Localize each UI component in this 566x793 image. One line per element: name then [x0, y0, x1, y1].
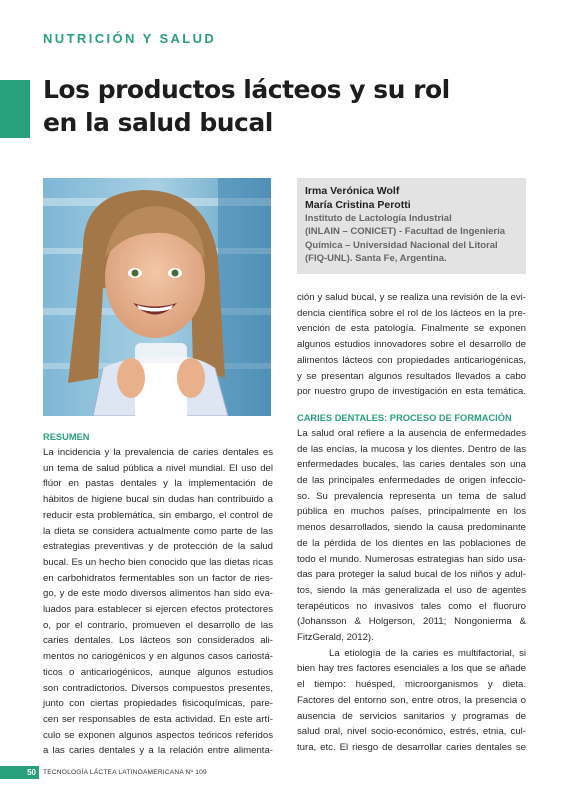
text-line: flúor en pastas dentales y la implementación de: [43, 478, 273, 490]
text-line: y se presentan algunos resultados llevados a cabo: [297, 370, 526, 382]
text-line: terapéuticos no invasivos tales como el fluoruro: [297, 600, 526, 612]
text-line: salud oral, nivel socio-económico, estrés, etnia, cul-: [297, 726, 526, 738]
text-line: cen ser responsables de esta actividad. En este artí-: [43, 713, 273, 725]
right-column: [297, 290, 526, 756]
text-line: mentos no cariogénicos y en algunos casos cariostá-: [43, 651, 273, 663]
text-line: por nuestro grupo de investigación en esta temática.: [297, 386, 526, 398]
text-line: estrategias preventivas y de protección de la salud: [43, 541, 273, 553]
text-line: hábitos de higiene bucal sin dudas han contribuido a: [43, 494, 273, 506]
text-line: enfermedades bucales, las caries dentales son una: [297, 459, 526, 471]
text-line: go, y de este modo diversos alimentos han sido eva-: [43, 588, 273, 600]
text-line: a las caries dentales y a la relación entre alimenta-: [43, 745, 273, 757]
text-line: luados para establecer si ejercen efectos protectores: [43, 604, 273, 616]
title-line: Los productos lácteos y su rol: [43, 75, 450, 104]
text-line: FitzGerald, 2012).: [297, 632, 374, 644]
page-number: 50: [0, 766, 39, 779]
text-line: (Johansson & Holgerson, 2011; Nongonierma &: [297, 616, 526, 628]
author-name: María Cristina Perotti: [305, 199, 411, 211]
affiliation-line: Instituto de Lactología Industrial: [305, 213, 452, 224]
text-line: caries dentales. Los lácteos son considerados ali-: [43, 635, 273, 647]
text-line: ción y salud bucal, y se realiza una revisión de la evi-: [297, 292, 526, 303]
article-title: [43, 73, 503, 139]
affiliation-line: (FIQ-UNL). Santa Fe, Argentina.: [305, 253, 447, 265]
text-line: vención de esta patología. Finalmente se exponen: [297, 323, 526, 335]
text-line: algunos estudios innovadores sobre el desarrollo de: [297, 339, 526, 351]
resumen-heading: RESUMEN: [43, 432, 90, 442]
text-line: ticos o anticariogénicos, aunque algunos estudios: [43, 666, 273, 678]
caries-heading: CARIES DENTALES: PROCESO DE FORMACIÓN: [297, 412, 512, 423]
text-line: un tema de salud pública a nivel mundial. El uso del: [43, 462, 273, 474]
text-line: reducir esta problemática, sin embargo, el control de: [43, 509, 273, 521]
child-photo: [43, 178, 271, 416]
text-line: en carbohidratos fermentables son un factor de ries-: [43, 572, 273, 584]
text-line: culo se exponen algunos aspectos teóricos referidos: [43, 729, 273, 741]
caries-paragraph-2: [297, 646, 526, 756]
child-photo-illustration: [43, 178, 271, 416]
text-line: tura, etc. El riesgo de desarrollar caries dentales se: [297, 741, 526, 753]
text-line: La salud oral refiere a la ausencia de enfermedades: [297, 427, 526, 439]
title-line: en la salud bucal: [43, 108, 273, 137]
text-line: La etiología de la caries es multifactorial, si: [329, 647, 526, 659]
section-label: NUTRICIÓN Y SALUD: [43, 31, 217, 46]
text-line: bucal. Es un hecho bien conocido que las dietas ricas: [43, 556, 273, 568]
publication-name: TECNOLOGÍA LÁCTEA LATINOAMERICANA Nº 109: [43, 769, 207, 776]
text-line: dencia científica sobre el rol de los lácteos en la pre-: [297, 307, 526, 319]
text-line: bien hay tres factores esenciales a los que se añade: [297, 663, 526, 675]
text-line: son contradictorios. Diversos compuestos presentes,: [43, 682, 273, 694]
text-line: alimentos lácteos con propiedades anticariogénicas,: [297, 354, 526, 366]
author-box: [297, 178, 526, 274]
intro-text: [297, 290, 526, 400]
text-line: das para proteger la salud bucal de los niños y adul-: [297, 569, 526, 581]
text-line: junto con ciertas propiedades fisicoquímicas, pare-: [43, 698, 273, 710]
affiliation-line: Química – Universidad Nacional del Litoral: [305, 239, 498, 251]
text-line: so. Su prevalencia representa un tema de salud: [297, 490, 526, 502]
caries-paragraph-1: [297, 426, 526, 646]
text-line: menos desarrollados, siendo la causa predominante: [297, 522, 526, 534]
author-name: Irma Verónica Wolf: [305, 185, 400, 197]
accent-bar: [0, 80, 30, 138]
text-line: tos, siendo la más generalizada el uso de agentes: [297, 584, 526, 596]
text-line: Factores del entorno son, entre otros, la presencia o: [297, 694, 526, 706]
text-line: la dieta se considera actualmente como parte de las: [43, 525, 273, 537]
text-line: el tiempo: huésped, microorganismos y dieta.: [297, 679, 526, 691]
text-line: pública en muchos países, principalmente en los: [297, 506, 526, 518]
text-line: de la pérdida de los dientes en las poblaciones de: [297, 537, 526, 549]
text-line: de las encías, la mucosa y los dientes. Dentro de las: [297, 443, 526, 455]
text-line: ausencia de servicios sanitarios y programas de: [297, 710, 526, 722]
text-line: de las principales enfermedades de origen infeccio-: [297, 475, 526, 487]
affiliation-line: (INLAIN – CONICET) - Facultad de Ingeniería: [305, 226, 506, 238]
text-line: o, por el contrario, promueven el desarrollo de las: [43, 619, 273, 631]
resumen-column: [43, 429, 273, 759]
resumen-text: [43, 445, 273, 759]
text-line: todo el mundo. Numerosas estrategias han sido usa-: [297, 553, 526, 565]
text-line: La incidencia y la prevalencia de caries dentales es: [43, 447, 273, 458]
